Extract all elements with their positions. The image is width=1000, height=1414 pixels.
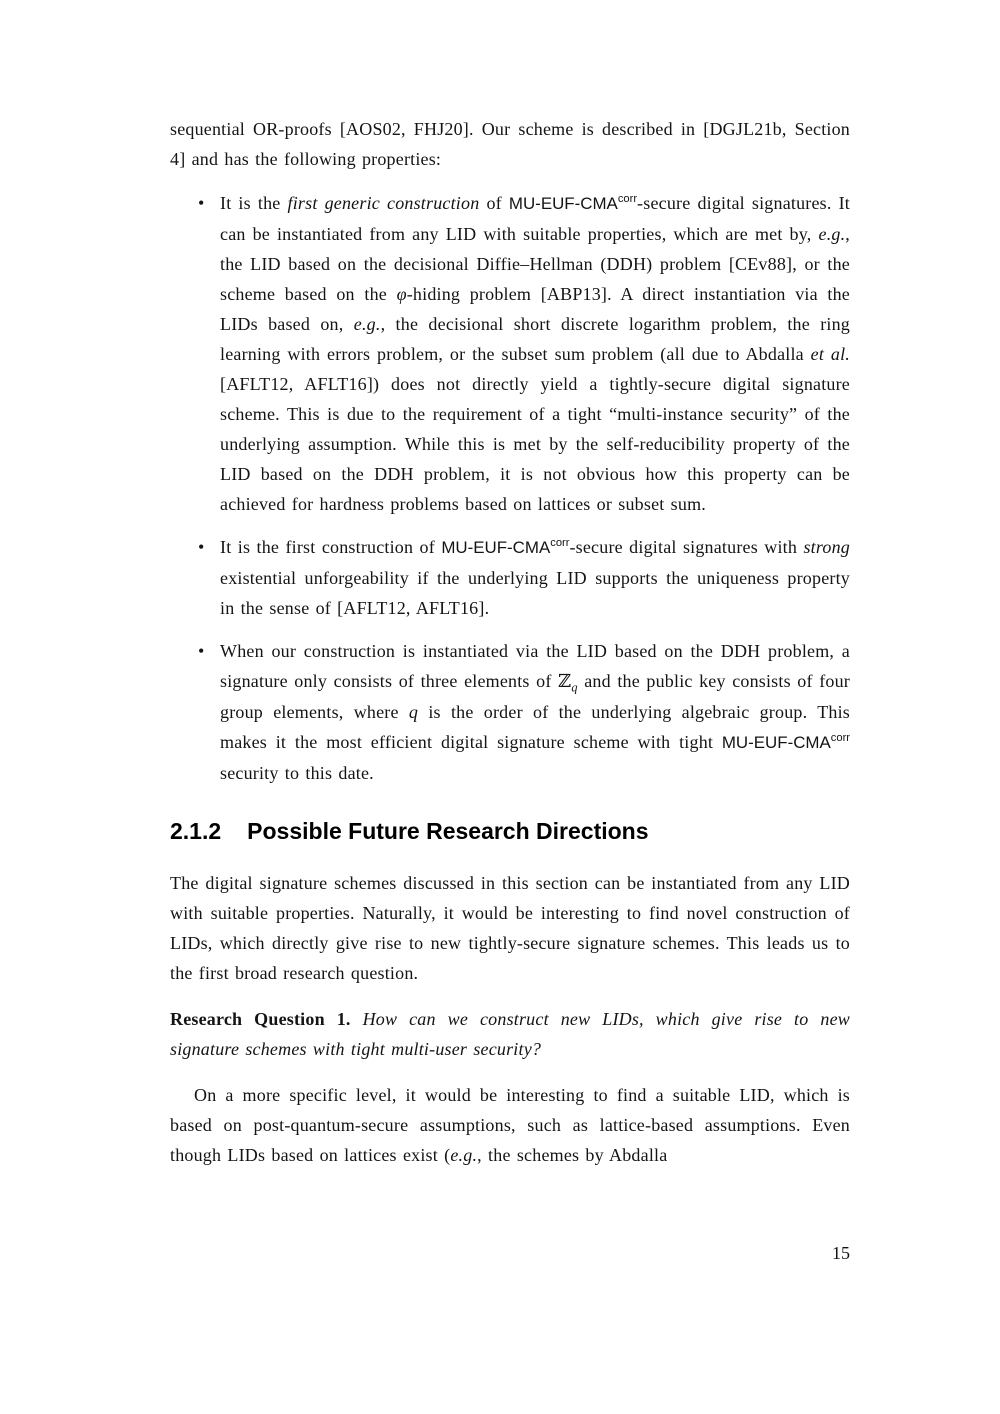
bullet-text-strong-unforgeability: It is the first construction of $MU-EUF-CMA^{corr}$-secure digital signatures with strong existential unforgeability if the underlying LID supports the uniqueness property in the sense of [AFLT12, AFLT16]. [220,537,850,618]
bullet-item [170,188,850,519]
bullet-item [170,636,850,788]
bullet-icon: • [198,641,205,661]
paragraph-intro: sequential OR-proofs [AOS02, FHJ20]. Our scheme is described in [DGJL21b, Section 4] and has the following properties: [170,119,850,169]
page-content [170,114,850,1170]
research-question-block: Research Question 1. How can we construct new LIDs, which give rise to new signature schemes with tight multi-user security? [170,1009,850,1059]
bullet-text-generic-construction: It is the first generic construction of $MU-EUF-CMA^{corr}$-secure digital signatures. It can be instantiated from any LID with suitable properties, which are met by, e.g., the LID based on the decisional Diffie–Hellman (DDH) problem [CEv88], or the scheme based on the φ-hiding problem [ABP13]. A direct instantiation via the LIDs based on, e.g., the decisional short discrete logarithm problem, the ring learning with errors problem, or the subset sum problem (all due to Abdalla et al. [AFLT12, AFLT16]) does not directly yield a tightly-secure digital signature scheme. This is due to the requirement of a tight “multi-instance security” of the underlying assumption. While this is met by the self-reducibility property of the LID based on the DDH problem, it is not obvious how this property can be achieved for hardness problems based on lattices or subset sum. [220,193,851,514]
bullet-icon: • [198,537,205,557]
bullet-text-ddh-efficiency: When our construction is instantiated via the LID based on the DDH problem, a signature only consists of three elements of ℤ$_q$ and the public key consists of four group elements, where q is the order of the underlying algebraic group. This makes it the most efficient digital signature scheme with tight $MU-EUF-CMA^{corr}$ security to this date. [220,641,851,783]
page-number: 15 [832,1243,850,1263]
paragraph-specific: On a more specific level, it would be interesting to find a suitable LID, which is based on post-quantum-secure assumptions, such as lattice-based assumptions. Even though LIDs based on lattices exist (e.g., the schemes by Abdalla [170,1085,850,1165]
paragraph-overview: The digital signature schemes discussed in this section can be instantiated from any LID with suitable properties. Naturally, it would be interesting to find novel construction of LIDs, which directly give rise to new tightly-secure signature schemes. This leads us to the first broad research question. [170,873,850,983]
bullet-icon: • [198,193,205,213]
bullet-item [170,532,850,623]
section-title: Possible Future Research Directions [247,818,649,844]
section-number: 2.1.2 [170,818,222,844]
bullet-list [170,188,850,788]
section-heading [170,816,850,846]
